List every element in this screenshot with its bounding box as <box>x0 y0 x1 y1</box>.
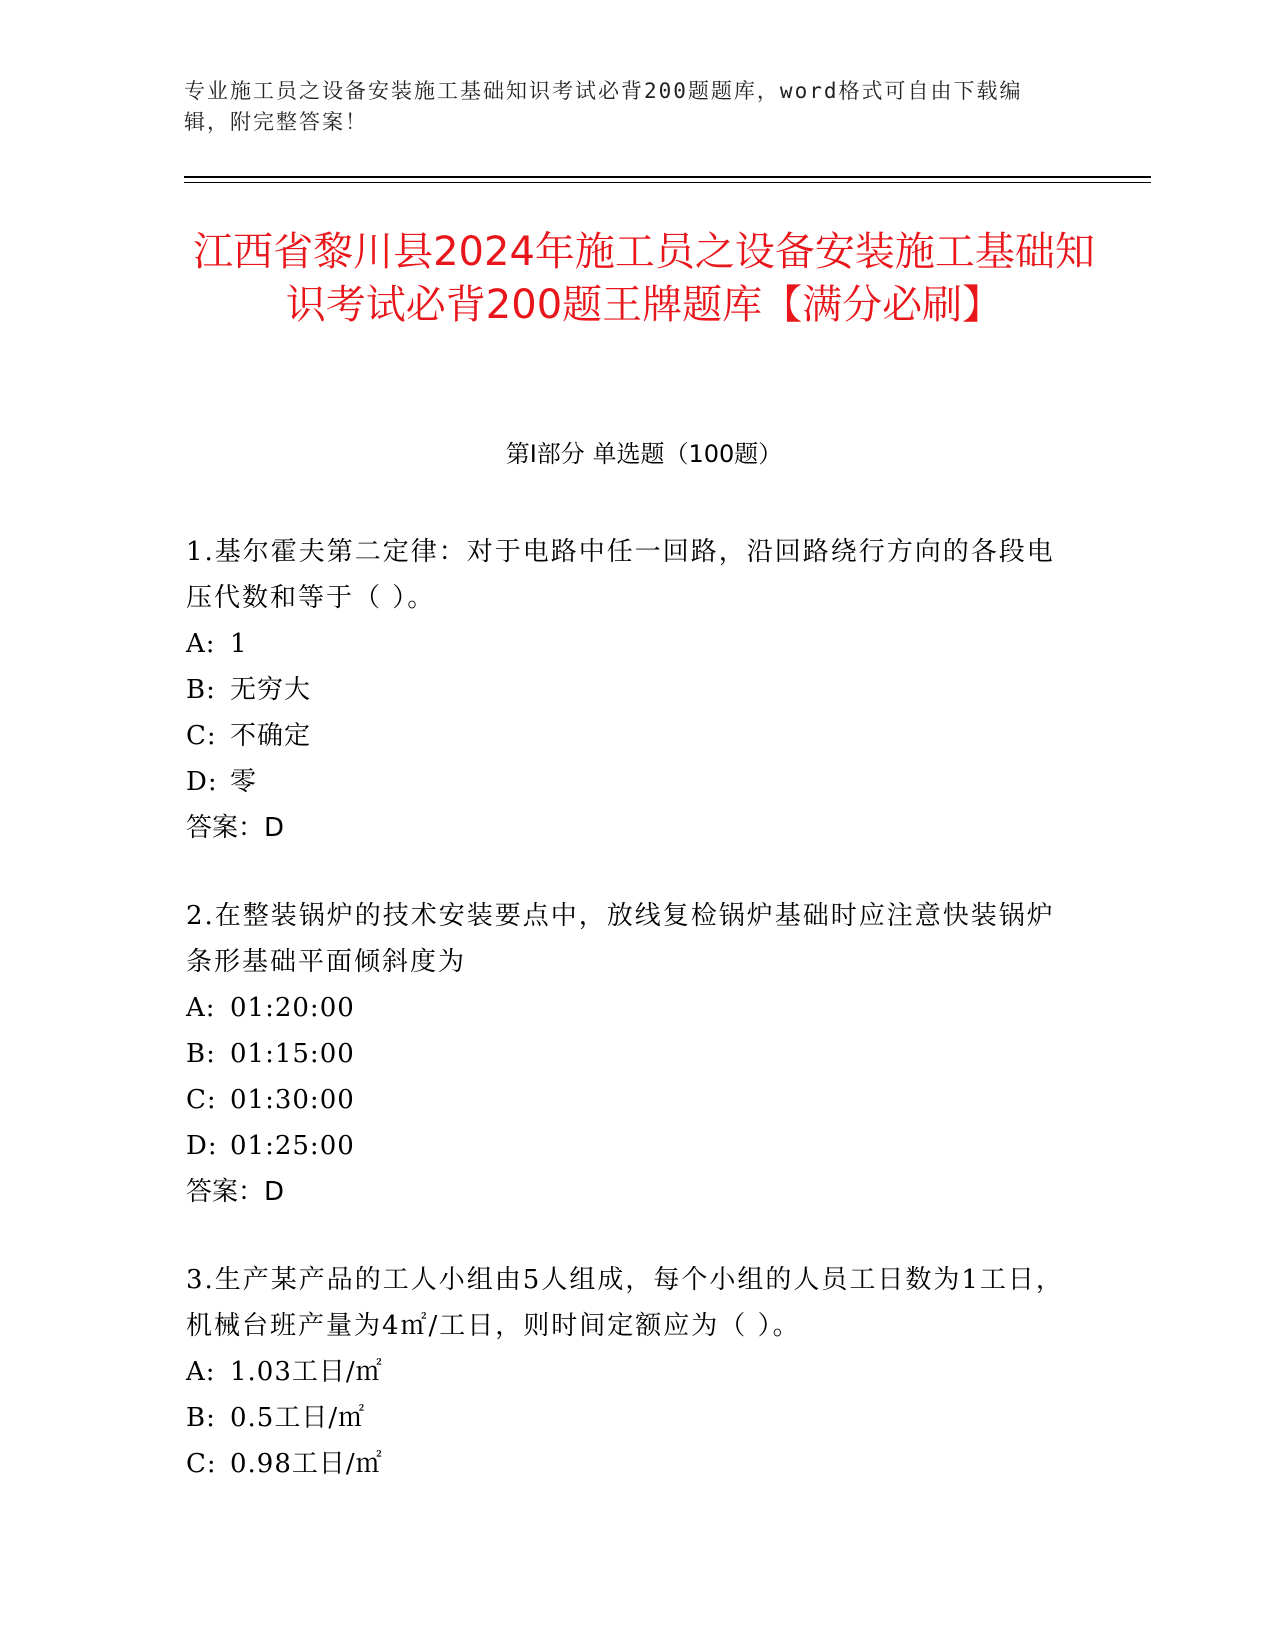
option-letter: C: <box>186 1085 217 1115</box>
option-a <box>186 621 1066 667</box>
option-b <box>186 1395 1066 1441</box>
option-letter: D: <box>186 1131 218 1161</box>
option-letter: B: <box>186 675 216 705</box>
option-letter: A: <box>186 993 216 1023</box>
answer-line: 答案：D <box>186 813 285 843</box>
option-letter: C: <box>186 1449 217 1479</box>
option-c <box>186 713 1066 759</box>
option-d <box>186 759 1066 805</box>
option-letter: A: <box>186 1357 216 1387</box>
option-text: 01:15:00 <box>230 1039 355 1069</box>
option-a <box>186 985 1066 1031</box>
option-b <box>186 1031 1066 1077</box>
option-text: 01:25:00 <box>230 1131 355 1161</box>
option-text: 1 <box>230 629 248 659</box>
question-stem: 1.基尔霍夫第二定律：对于电路中任一回路，沿回路绕行方向的各段电压代数和等于（ ）。 <box>186 537 1055 613</box>
option-text: 零 <box>230 767 258 797</box>
header-divider-thin <box>184 182 1151 183</box>
option-d <box>186 1123 1066 1169</box>
option-text: 0.5工日/㎡ <box>230 1403 366 1433</box>
option-letter: C: <box>186 721 217 751</box>
option-c <box>186 1441 1066 1487</box>
document-title: 江西省黎川县2024年施工员之设备安装施工基础知识考试必背200题王牌题库【满分必刷】 <box>193 229 1095 328</box>
option-c <box>186 1077 1066 1123</box>
option-letter: D: <box>186 767 218 797</box>
option-b <box>186 667 1066 713</box>
option-text: 不确定 <box>230 721 312 751</box>
option-a <box>186 1349 1066 1395</box>
header-divider-thick <box>184 176 1151 178</box>
question-2 <box>186 893 1066 1215</box>
section-title: 第Ⅰ部分 单选题（100题） <box>505 440 783 468</box>
option-text: 01:20:00 <box>230 993 355 1023</box>
question-3 <box>186 1257 1066 1487</box>
option-text: 无穷大 <box>230 675 312 705</box>
option-letter: B: <box>186 1403 216 1433</box>
option-letter: B: <box>186 1039 216 1069</box>
option-text: 0.98工日/㎡ <box>230 1449 383 1479</box>
option-text: 1.03工日/㎡ <box>230 1357 383 1387</box>
answer-line: 答案：D <box>186 1177 285 1207</box>
question-stem: 2.在整装锅炉的技术安装要点中，放线复检锅炉基础时应注意快装锅炉条形基础平面倾斜度为 <box>186 901 1055 977</box>
question-1 <box>186 529 1066 851</box>
header-note: 专业施工员之设备安装施工基础知识考试必背200题题库，word格式可自由下载编辑，附完整答案！ <box>184 79 1023 134</box>
option-letter: A: <box>186 629 216 659</box>
option-text: 01:30:00 <box>230 1085 355 1115</box>
question-stem: 3.生产某产品的工人小组由5人组成，每个小组的人员工日数为1工日，机械台班产量为4㎡/工日，则时间定额应为（ ）。 <box>186 1265 1064 1341</box>
